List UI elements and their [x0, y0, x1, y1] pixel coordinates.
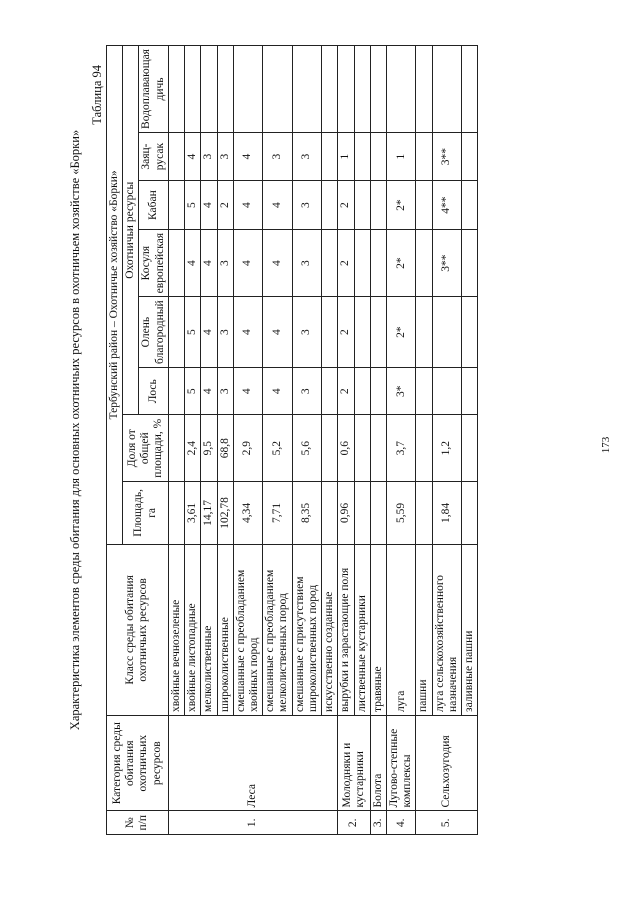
- score-cell: [322, 181, 338, 230]
- score-cell: [370, 229, 386, 296]
- score-cell: 2*: [386, 297, 415, 368]
- score-cell: [322, 297, 338, 368]
- score-cell: [354, 297, 370, 368]
- share-cell: 5,6: [292, 415, 321, 481]
- area-cell: 14,17: [201, 481, 217, 544]
- score-cell: 2*: [386, 229, 415, 296]
- area-cell: 7,71: [263, 481, 292, 544]
- area-cell: 3,61: [185, 481, 201, 544]
- table-row: [168, 46, 184, 835]
- table-row: [386, 46, 415, 835]
- area-cell: 0,96: [338, 481, 354, 544]
- area-cell: 102,78: [217, 481, 233, 544]
- area-cell: [462, 481, 478, 544]
- score-cell: 2: [217, 181, 233, 230]
- share-cell: [322, 415, 338, 481]
- header-num: № п/п: [107, 811, 169, 835]
- score-cell: 1: [338, 132, 354, 180]
- score-cell: 3: [217, 367, 233, 415]
- score-cell: [370, 132, 386, 180]
- share-cell: [462, 415, 478, 481]
- area-cell: 4,34: [233, 481, 262, 544]
- score-cell: 3: [217, 297, 233, 368]
- category-cell: Леса: [168, 715, 337, 811]
- class-cell: луга: [386, 544, 415, 715]
- score-cell: [416, 229, 432, 296]
- header-area: Площадь, га: [123, 481, 169, 544]
- score-cell: [322, 229, 338, 296]
- share-cell: 9,5: [201, 415, 217, 481]
- category-cell: Лугово-степные комплексы: [386, 715, 415, 811]
- header-species: Водоплавающая дичь: [139, 46, 168, 133]
- area-cell: [322, 481, 338, 544]
- score-cell: 4: [233, 181, 262, 230]
- score-cell: [416, 181, 432, 230]
- header-class: Класс среды обитания охотничьих ресурсов: [107, 544, 169, 715]
- score-cell: [354, 132, 370, 180]
- score-cell: [462, 367, 478, 415]
- class-cell: луга сельскохозяйственного назначения: [432, 544, 461, 715]
- score-cell: 3: [217, 132, 233, 180]
- score-cell: 5: [185, 181, 201, 230]
- class-cell: смешанные с преобладанием мелколиственных пород: [263, 544, 292, 715]
- page-number: 173: [600, 436, 612, 454]
- class-cell: лиственные кустарники: [354, 544, 370, 715]
- score-cell: [462, 297, 478, 368]
- score-cell: [322, 132, 338, 180]
- score-cell: 3: [292, 132, 321, 180]
- score-cell: 3**: [432, 132, 461, 180]
- score-cell: [416, 297, 432, 368]
- score-cell: [263, 46, 292, 133]
- score-cell: [168, 367, 184, 415]
- score-cell: [354, 229, 370, 296]
- category-cell: Сельхозугодия: [416, 715, 478, 811]
- class-cell: искусственно созданные: [322, 544, 338, 715]
- share-cell: 0,6: [338, 415, 354, 481]
- score-cell: [233, 46, 262, 133]
- score-cell: [370, 367, 386, 415]
- habitat-table: [106, 45, 478, 835]
- score-cell: [416, 367, 432, 415]
- score-cell: 2: [338, 297, 354, 368]
- score-cell: 4: [233, 229, 262, 296]
- score-cell: 3: [292, 229, 321, 296]
- header-species: Олень благородный: [139, 297, 168, 368]
- score-cell: [462, 132, 478, 180]
- table-row: [338, 46, 354, 835]
- score-cell: [168, 132, 184, 180]
- score-cell: 4: [201, 229, 217, 296]
- score-cell: 3: [292, 367, 321, 415]
- score-cell: [168, 46, 184, 133]
- score-cell: [370, 46, 386, 133]
- score-cell: [354, 367, 370, 415]
- score-cell: [168, 297, 184, 368]
- header-share: Доля от общей площади, %: [123, 415, 169, 481]
- score-cell: [185, 46, 201, 133]
- header-species: Лось: [139, 367, 168, 415]
- table-row: [370, 46, 386, 835]
- class-cell: пашни: [416, 544, 432, 715]
- header-species: Косуля европейская: [139, 229, 168, 296]
- score-cell: 5: [185, 297, 201, 368]
- score-cell: [201, 46, 217, 133]
- row-number: 2.: [338, 811, 370, 835]
- category-cell: Болота: [370, 715, 386, 811]
- class-cell: широколиственные: [217, 544, 233, 715]
- score-cell: 3*: [386, 367, 415, 415]
- header-species: Кабан: [139, 181, 168, 230]
- area-cell: 1,84: [432, 481, 461, 544]
- table-body: [168, 46, 477, 835]
- share-cell: 68,8: [217, 415, 233, 481]
- area-cell: 5,59: [386, 481, 415, 544]
- score-cell: [432, 367, 461, 415]
- share-cell: 5,2: [263, 415, 292, 481]
- score-cell: [462, 46, 478, 133]
- header-resources: Охотничьи ресурсы: [123, 46, 139, 415]
- score-cell: [432, 297, 461, 368]
- score-cell: [354, 181, 370, 230]
- share-cell: [370, 415, 386, 481]
- page-title: Характеристика элементов среды обитания для основных охотничьих ресурсов в охотничьем хозяйстве «Борки»: [68, 129, 82, 731]
- score-cell: [386, 46, 415, 133]
- header-district: Тербунский район – Охотничье хозяйство «Борки»: [107, 46, 123, 545]
- class-cell: хвойные вечнозеленые: [168, 544, 184, 715]
- score-cell: 2*: [386, 181, 415, 230]
- score-cell: [217, 46, 233, 133]
- score-cell: 3: [292, 297, 321, 368]
- score-cell: 2: [338, 229, 354, 296]
- score-cell: [370, 297, 386, 368]
- score-cell: [462, 181, 478, 230]
- share-cell: 2,4: [185, 415, 201, 481]
- category-cell: Молодняки и кустарники: [338, 715, 370, 811]
- share-cell: [416, 415, 432, 481]
- score-cell: 4**: [432, 181, 461, 230]
- share-cell: [168, 415, 184, 481]
- score-cell: [416, 132, 432, 180]
- score-cell: 3: [292, 181, 321, 230]
- score-cell: 3: [201, 132, 217, 180]
- share-cell: [354, 415, 370, 481]
- score-cell: 4: [201, 181, 217, 230]
- score-cell: 4: [263, 229, 292, 296]
- class-cell: заливные пашни: [462, 544, 478, 715]
- score-cell: 4: [263, 181, 292, 230]
- share-cell: 1,2: [432, 415, 461, 481]
- row-number: 4.: [386, 811, 415, 835]
- area-cell: [168, 481, 184, 544]
- header-row-1: [107, 46, 123, 835]
- score-cell: [292, 46, 321, 133]
- score-cell: 4: [263, 367, 292, 415]
- header-species: Заяц-русак: [139, 132, 168, 180]
- score-cell: [370, 181, 386, 230]
- row-number: 5.: [416, 811, 478, 835]
- score-cell: [322, 46, 338, 133]
- score-cell: 3: [217, 229, 233, 296]
- score-cell: 2: [338, 367, 354, 415]
- score-cell: [168, 229, 184, 296]
- table-number: Таблица 94: [90, 65, 104, 125]
- score-cell: 1: [386, 132, 415, 180]
- score-cell: 4: [233, 367, 262, 415]
- score-cell: [338, 46, 354, 133]
- row-number: 1.: [168, 811, 337, 835]
- score-cell: 4: [201, 367, 217, 415]
- score-cell: 5: [185, 367, 201, 415]
- score-cell: [416, 46, 432, 133]
- score-cell: 2: [338, 181, 354, 230]
- header-category: Категория среды обитания охотничьих ресурсов: [107, 715, 169, 811]
- area-cell: [354, 481, 370, 544]
- class-cell: травяные: [370, 544, 386, 715]
- class-cell: мелколиственные: [201, 544, 217, 715]
- row-number: 3.: [370, 811, 386, 835]
- score-cell: [322, 367, 338, 415]
- score-cell: 4: [201, 297, 217, 368]
- table-row: [416, 46, 432, 835]
- share-cell: 3,7: [386, 415, 415, 481]
- score-cell: 4: [185, 229, 201, 296]
- area-cell: [370, 481, 386, 544]
- score-cell: 3**: [432, 229, 461, 296]
- score-cell: 4: [185, 132, 201, 180]
- score-cell: 4: [233, 132, 262, 180]
- class-cell: вырубки и зарастающие поля: [338, 544, 354, 715]
- score-cell: [462, 229, 478, 296]
- share-cell: 2,9: [233, 415, 262, 481]
- score-cell: [354, 46, 370, 133]
- score-cell: [432, 46, 461, 133]
- area-cell: 8,35: [292, 481, 321, 544]
- class-cell: смешанные с присутствием широколиственных пород: [292, 544, 321, 715]
- score-cell: 4: [233, 297, 262, 368]
- class-cell: хвойные листопадные: [185, 544, 201, 715]
- score-cell: 3: [263, 132, 292, 180]
- score-cell: 4: [263, 297, 292, 368]
- score-cell: [168, 181, 184, 230]
- area-cell: [416, 481, 432, 544]
- class-cell: смешанные с преобладанием хвойных пород: [233, 544, 262, 715]
